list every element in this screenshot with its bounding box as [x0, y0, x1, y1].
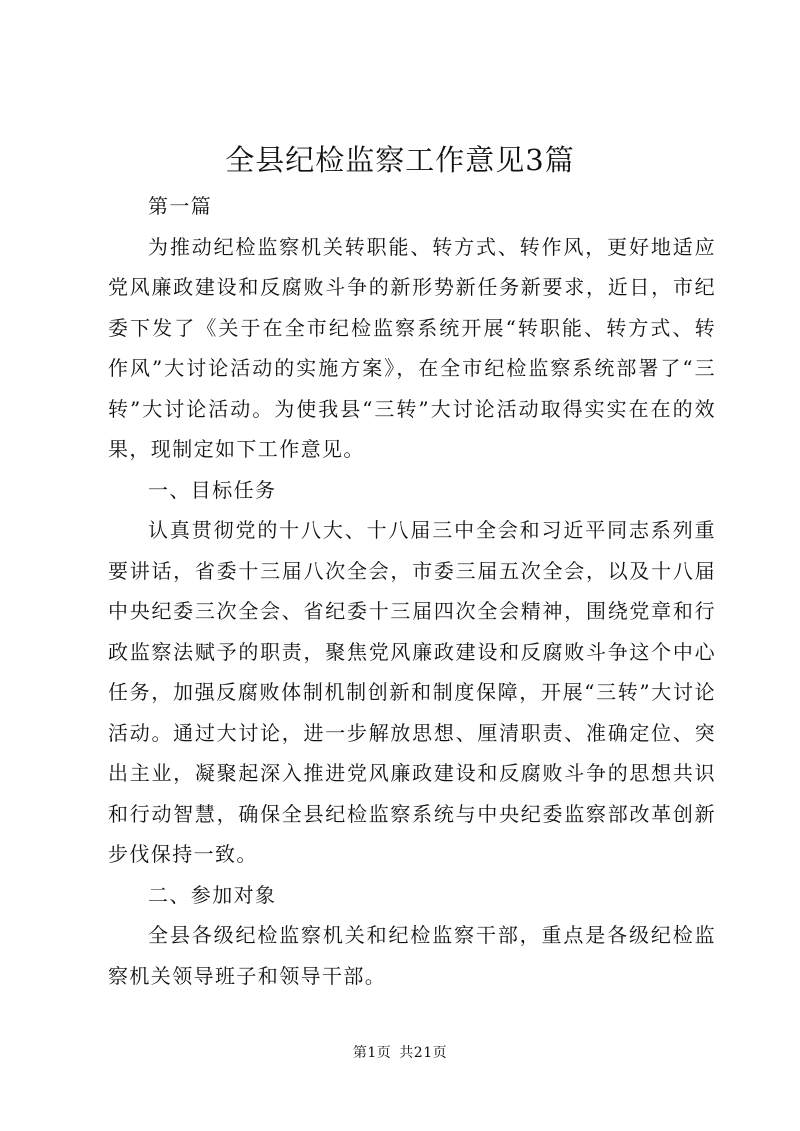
heading-goals: 一、目标任务 [148, 477, 277, 502]
heading-participants: 二、参加对象 [148, 882, 277, 907]
document-title: 全县纪检监察工作意见3篇 [225, 143, 575, 177]
intro-paragraph: 为推动纪检监察机关转职能、转方式、转作风，更好地适应党风廉政建设和反腐败斗争的新形势新任务新要求，近日，市纪委下发了《关于在全市纪检监察系统开展“转职能、转方式、转作风”大讨论活动的实施方案》，在全市纪检监察系统部署了“三转”大讨论活动。为使我县“三转”大讨论活动取得实实在在的效果，现制定如下工作意见。 [108, 234, 716, 461]
participants-paragraph: 全县各级纪检监察机关和纪检监察干部，重点是各级纪检监察机关领导班子和领导干部。 [108, 923, 716, 988]
page-number: 第1页 [352, 1045, 392, 1061]
document-body [108, 186, 716, 996]
section-label: 第一篇 [148, 194, 213, 218]
page-total: 共21页 [399, 1045, 448, 1061]
goals-paragraph: 认真贯彻党的十八大、十八届三中全会和习近平同志系列重要讲话，省委十三届八次全会，市委三届五次全会，以及十八届中央纪委三次全会、省纪委十三届四次全会精神，围绕党章和行政监察法赋予的职责，聚焦党风廉政建设和反腐败斗争这个中心任务，加强反腐败体制机制创新和制度保障，开展“三转”大讨论活动。通过大讨论，进一步解放思想、厘清职责、准确定位、突出主业，凝聚起深入推进党风廉政建设和反腐败斗争的思想共识和行动智慧，确保全县纪检监察系统与中央纪委监察部改革创新步伐保持一致。 [108, 518, 716, 866]
page-footer [0, 1043, 800, 1063]
